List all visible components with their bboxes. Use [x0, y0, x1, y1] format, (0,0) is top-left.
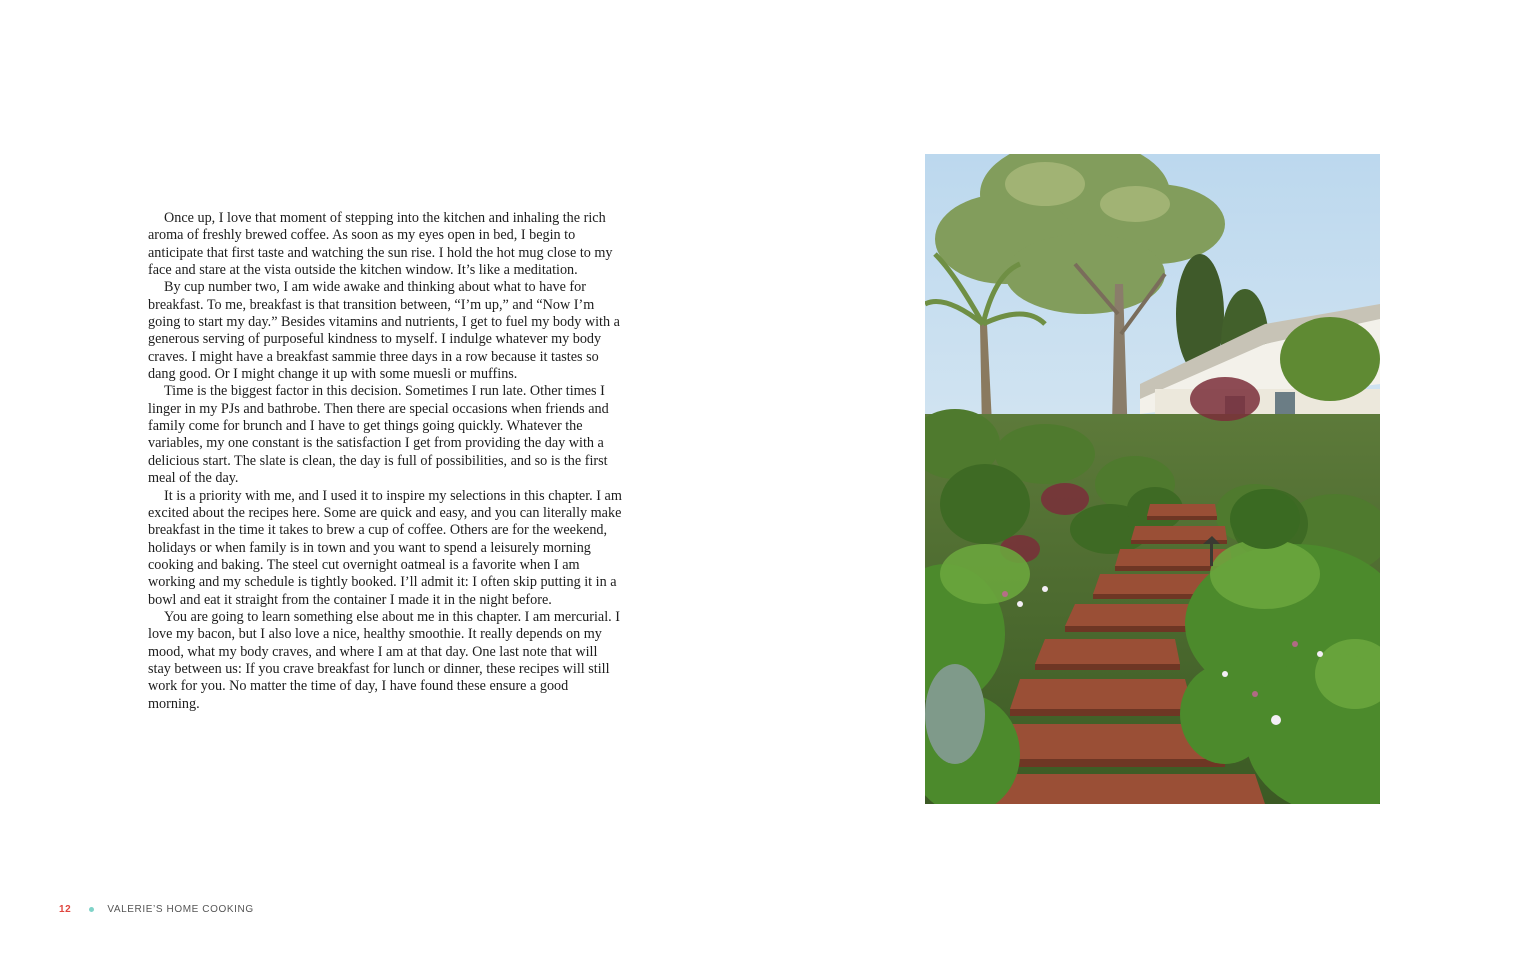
chapter-intro-text — [148, 210, 622, 713]
page-number: 12 — [59, 903, 72, 915]
page-footer — [59, 903, 254, 915]
paragraph-2: By cup number two, I am wide awake and thinking about what to have for breakfast. To me, breakfast is that transition between, “I’m up,” and “Now I’m going to start my day.” Besides vitamins and nutrients, I get to fuel my body with a generous serving of purposeful kindness to myself. I indulge whatever my body craves. I might have a breakfast sammie three days in a row because it tastes so dang good. Or I might change it up with some muesli or muffins. — [148, 279, 620, 383]
paragraph-1: Once up, I love that moment of stepping into the kitchen and inhaling the rich aroma of freshly brewed coffee. As soon as my eyes open in bed, I begin to anticipate that first taste and watching the sun rise. I hold the hot mug close to my face and stare at the vista outside the kitchen window. It’s like a meditation. — [148, 210, 613, 279]
running-title: VALERIE’S HOME COOKING — [107, 903, 254, 915]
paragraph-4: It is a priority with me, and I used it to inspire my selections in this chapter. I am excited about the recipes here. Some are quick and easy, and you can literally make breakfast in the time it takes to brew a cup of coffee. Others are for the weekend, holidays or when family is in town and you want to spend a leisurely morning cooking and baking. The steel cut overnight oatmeal is a favorite when I am working and my schedule is tightly booked. I’ll admit it: I often skip putting it in a bowl and eat it straight from the container I made it in the night before. — [148, 487, 622, 608]
paragraph-3: Time is the biggest factor in this decision. Sometimes I run late. Other times I linger in my PJs and bathrobe. Then there are special occasions when friends and family come for brunch and I have to get things going quickly. Whatever the variables, my one constant is the satisfaction I get from providing the day with a delicious start. The slate is clean, the day is full of possibilities, and so is the first meal of the day. — [148, 383, 609, 487]
garden-staircase-photo — [925, 154, 1380, 804]
paragraph-5: You are going to learn something else about me in this chapter. I am mercurial. I love my bacon, but I also love a nice, healthy smoothie. It really depends on my mood, what my body craves, and where I am at that day. One last note that will stay between us: If you crave breakfast for lunch or dinner, these recipes will still work for you. No matter the time of day, I have found these ensure a good morning. — [148, 608, 620, 712]
garden-staircase-illustration — [925, 154, 1380, 804]
footer-separator-dot — [89, 907, 94, 912]
